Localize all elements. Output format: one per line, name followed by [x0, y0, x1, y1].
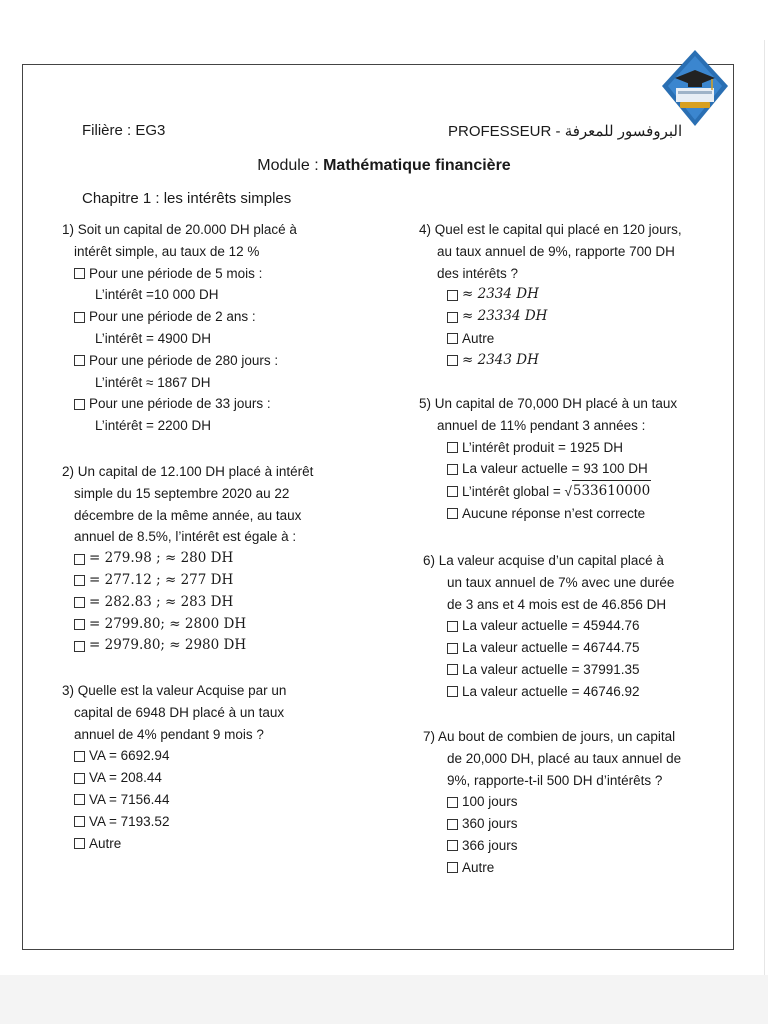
q3-option-1[interactable]: [62, 745, 286, 767]
question-6: [423, 550, 674, 703]
module-title: [0, 157, 768, 175]
q1-option-3[interactable]: [62, 350, 297, 372]
chapter-title: Chapitre 1 : les intérêts simples: [82, 190, 292, 207]
q3-option-5[interactable]: [62, 833, 286, 855]
option-label: 100 jours: [462, 794, 518, 810]
checkbox[interactable]: [74, 816, 85, 827]
checkbox[interactable]: [447, 643, 458, 654]
question-3: [62, 680, 286, 854]
checkbox[interactable]: [447, 508, 458, 519]
checkbox[interactable]: [74, 838, 85, 849]
professeur-label: PROFESSEUR - البروفسور للمعرفة: [448, 123, 683, 140]
option-label: La valeur actuelle = 93 100 DH: [462, 461, 648, 477]
q6-option-2[interactable]: [423, 637, 674, 659]
q5-option-4[interactable]: [419, 503, 677, 525]
checkbox[interactable]: [447, 840, 458, 851]
q3-line-2: capital de 6948 DH placé à un taux: [74, 704, 285, 720]
q2-option-1[interactable]: [62, 548, 313, 570]
q2-option-4[interactable]: [62, 614, 313, 636]
q1-line-1: 1) Soit un capital de 20.000 DH placé à: [62, 222, 297, 237]
q1-result-4: L’intérêt = 2200 DH: [95, 418, 211, 434]
checkbox[interactable]: [447, 797, 458, 808]
checkbox[interactable]: [74, 794, 85, 805]
q4-line-3: des intérêts ?: [437, 265, 519, 281]
checkbox[interactable]: [447, 290, 458, 301]
q5-option-2[interactable]: [419, 458, 677, 480]
q7-option-1[interactable]: [423, 791, 681, 813]
checkbox[interactable]: [74, 641, 85, 652]
option-label: La valeur actuelle = 37991.35: [462, 661, 640, 677]
q7-line-3: 9%, rapporte-t-il 500 DH d’intérêts ?: [447, 772, 663, 788]
q6-line-3: de 3 ans et 4 mois est de 46.856 DH: [447, 596, 667, 612]
q2-option-5[interactable]: [62, 635, 313, 657]
option-label: Pour une période de 5 mois :: [89, 265, 263, 281]
q4-line-2: au taux annuel de 9%, rapporte 700 DH: [437, 243, 675, 259]
option-label: ≈ 2334 DH: [462, 286, 539, 303]
q7-line-2: de 20,000 DH, placé au taux annuel de: [447, 750, 682, 766]
q3-line-1: 3) Quelle est la valeur Acquise par un: [62, 683, 287, 698]
module-prefix: Module :: [257, 157, 324, 174]
option-label: Pour une période de 280 jours :: [89, 352, 279, 368]
option-label: Autre: [462, 859, 495, 875]
checkbox[interactable]: [447, 442, 458, 453]
q6-option-3[interactable]: [423, 659, 674, 681]
q2-line-4: annuel de 8.5%, l’intérêt est égale à :: [74, 529, 297, 545]
option-label: ≈ 2343 DH: [462, 351, 539, 368]
option-label: L’intérêt global = √: [462, 483, 572, 499]
question-5: [419, 393, 677, 525]
option-label: L’intérêt produit = 1925 DH: [462, 439, 623, 455]
checkbox[interactable]: [447, 862, 458, 873]
checkbox[interactable]: [447, 686, 458, 697]
q6-line-1: 6) La valeur acquise d’un capital placé à: [423, 553, 664, 568]
question-7: [423, 726, 681, 879]
checkbox[interactable]: [447, 819, 458, 830]
checkbox[interactable]: [74, 355, 85, 366]
q5-line-2: annuel de 11% pendant 3 années :: [437, 417, 646, 433]
option-label: VA = 208.44: [89, 770, 162, 786]
question-4: [419, 219, 682, 372]
option-label: La valeur actuelle = 45944.76: [462, 618, 640, 634]
q6-option-1[interactable]: [423, 615, 674, 637]
checkbox[interactable]: [447, 333, 458, 344]
sqrt-radicand: 533610000: [572, 480, 651, 503]
checkbox[interactable]: [74, 399, 85, 410]
bottom-strip: [0, 975, 768, 1024]
checkbox[interactable]: [447, 464, 458, 475]
checkbox[interactable]: [74, 597, 85, 608]
checkbox[interactable]: [447, 355, 458, 366]
q4-option-1[interactable]: [419, 284, 682, 306]
checkbox[interactable]: [447, 486, 458, 497]
option-label: Autre: [462, 330, 495, 346]
q6-option-4[interactable]: [423, 681, 674, 703]
option-label: Pour une période de 2 ans :: [89, 309, 256, 325]
option-label: La valeur actuelle = 46746.92: [462, 683, 640, 699]
checkbox[interactable]: [74, 619, 85, 630]
checkbox[interactable]: [447, 664, 458, 675]
q4-option-4[interactable]: [419, 350, 682, 372]
checkbox[interactable]: [74, 554, 85, 565]
q3-option-2[interactable]: [62, 767, 286, 789]
q4-option-2[interactable]: [419, 306, 682, 328]
option-label: VA = 7156.44: [89, 791, 170, 807]
checkbox[interactable]: [74, 773, 85, 784]
option-label: = 279.98 ; ≈ 280 DH: [89, 550, 234, 567]
filiere-label: Filière : EG3: [82, 122, 166, 139]
q7-option-2[interactable]: [423, 813, 681, 835]
question-2: [62, 461, 313, 657]
q2-option-2[interactable]: [62, 570, 313, 592]
option-label: = 2979.80; ≈ 2980 DH: [89, 637, 247, 654]
q4-option-3[interactable]: [419, 328, 682, 350]
q5-option-3[interactable]: [419, 480, 677, 503]
q1-result-1: L’intérêt =10 000 DH: [95, 287, 219, 303]
q2-line-3: décembre de la même année, au taux: [74, 507, 302, 523]
q2-option-3[interactable]: [62, 592, 313, 614]
option-label: ≈ 23334 DH: [462, 308, 548, 325]
q3-option-3[interactable]: [62, 789, 286, 811]
q7-line-1: 7) Au bout de combien de jours, un capital: [423, 729, 676, 744]
checkbox[interactable]: [74, 751, 85, 762]
option-label: Pour une période de 33 jours :: [89, 396, 271, 412]
option-label: La valeur actuelle = 46744.75: [462, 640, 640, 656]
q1-result-3: L’intérêt ≈ 1867 DH: [95, 374, 211, 390]
checkbox[interactable]: [447, 312, 458, 323]
option-label: = 277.12 ; ≈ 277 DH: [89, 571, 234, 588]
option-label: VA = 7193.52: [89, 813, 170, 829]
q1-option-2[interactable]: [62, 306, 297, 328]
option-label: 366 jours: [462, 837, 518, 853]
q3-line-3: annuel de 4% pendant 9 mois ?: [74, 726, 264, 742]
q2-line-2: simple du 15 septembre 2020 au 22: [74, 485, 290, 501]
option-label: Aucune réponse n’est correcte: [462, 505, 646, 521]
q6-line-2: un taux annuel de 7% avec une durée: [447, 574, 675, 590]
module-name: Mathématique financière: [323, 157, 511, 174]
checkbox[interactable]: [74, 575, 85, 586]
option-label: VA = 6692.94: [89, 748, 170, 764]
option-label: Autre: [89, 835, 122, 851]
option-label: = 282.83 ; ≈ 283 DH: [89, 593, 234, 610]
q5-option-1[interactable]: [419, 437, 677, 459]
checkbox[interactable]: [74, 268, 85, 279]
q5-line-1: 5) Un capital de 70,000 DH placé à un taux: [419, 396, 678, 411]
q7-option-4[interactable]: [423, 857, 681, 879]
q1-option-4[interactable]: [62, 393, 297, 415]
q4-line-1: 4) Quel est le capital qui placé en 120 jours,: [419, 222, 682, 237]
q1-line-2: intérêt simple, au taux de 12 %: [74, 243, 260, 259]
q1-result-2: L’intérêt = 4900 DH: [95, 330, 211, 346]
question-1: [62, 219, 297, 437]
option-label: 360 jours: [462, 816, 518, 832]
checkbox[interactable]: [447, 621, 458, 632]
option-label: = 2799.80; ≈ 2800 DH: [89, 615, 247, 632]
q1-option-1[interactable]: [62, 263, 297, 285]
checkbox[interactable]: [74, 312, 85, 323]
page-edge: [764, 40, 765, 975]
q7-option-3[interactable]: [423, 835, 681, 857]
q2-line-1: 2) Un capital de 12.100 DH placé à intérêt: [62, 464, 314, 479]
q3-option-4[interactable]: [62, 811, 286, 833]
professeur-logo-icon: [660, 48, 730, 132]
